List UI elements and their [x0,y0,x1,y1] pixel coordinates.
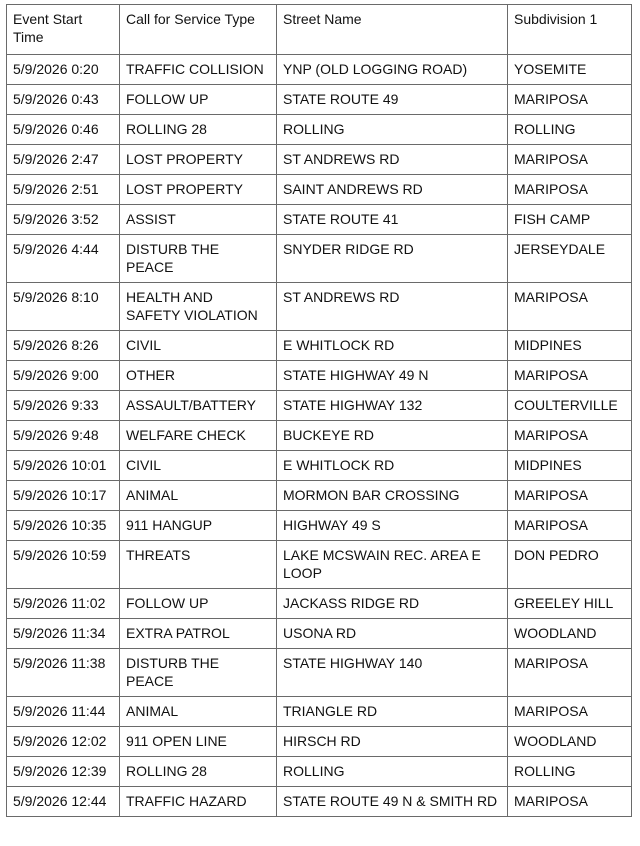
table-row [7,115,632,145]
event-start-time-cell: 5/9/2026 8:26 [7,331,120,361]
street-name-cell: HIGHWAY 49 S [277,511,508,541]
street-name-cell: STATE ROUTE 49 N & SMITH RD [277,787,508,817]
calls-for-service-table [6,4,632,817]
street-name-cell: STATE HIGHWAY 132 [277,391,508,421]
subdivision-cell: MARIPOSA [508,421,632,451]
call-type-cell: CIVIL [120,451,277,481]
call-type-cell: OTHER [120,361,277,391]
street-name-cell: LAKE MCSWAIN REC. AREA E LOOP [277,541,508,589]
street-name-cell: SNYDER RIDGE RD [277,235,508,283]
street-name-cell: TRIANGLE RD [277,697,508,727]
street-name-cell: ST ANDREWS RD [277,145,508,175]
call-type-cell: DISTURB THE PEACE [120,235,277,283]
table-row [7,205,632,235]
street-name-cell: STATE HIGHWAY 140 [277,649,508,697]
table-row [7,145,632,175]
table-row [7,619,632,649]
table-row [7,589,632,619]
street-name-cell: ST ANDREWS RD [277,283,508,331]
subdivision-cell: COULTERVILLE [508,391,632,421]
street-name-cell: ROLLING [277,115,508,145]
event-start-time-cell: 5/9/2026 12:44 [7,787,120,817]
call-type-cell: ASSAULT/BATTERY [120,391,277,421]
table-row [7,541,632,589]
event-start-time-cell: 5/9/2026 0:20 [7,55,120,85]
street-name-cell: STATE ROUTE 49 [277,85,508,115]
call-type-cell: TRAFFIC COLLISION [120,55,277,85]
subdivision-cell: WOODLAND [508,619,632,649]
subdivision-cell: MARIPOSA [508,697,632,727]
subdivision-cell: DON PEDRO [508,541,632,589]
event-start-time-cell: 5/9/2026 11:44 [7,697,120,727]
street-name-cell: E WHITLOCK RD [277,451,508,481]
call-type-cell: THREATS [120,541,277,589]
table-row [7,649,632,697]
subdivision-cell: MIDPINES [508,451,632,481]
event-start-time-cell: 5/9/2026 0:43 [7,85,120,115]
call-type-cell: DISTURB THE PEACE [120,649,277,697]
subdivision-cell: MARIPOSA [508,175,632,205]
event-start-time-cell: 5/9/2026 10:17 [7,481,120,511]
event-start-time-cell: 5/9/2026 12:02 [7,727,120,757]
event-start-time-cell: 5/9/2026 11:38 [7,649,120,697]
table-header-row [7,5,632,55]
table-row [7,697,632,727]
street-name-cell: HIRSCH RD [277,727,508,757]
event-start-time-cell: 5/9/2026 2:47 [7,145,120,175]
call-type-cell: ASSIST [120,205,277,235]
call-type-cell: WELFARE CHECK [120,421,277,451]
street-name-cell: ROLLING [277,757,508,787]
call-type-cell: FOLLOW UP [120,85,277,115]
subdivision-cell: MARIPOSA [508,787,632,817]
table-row [7,361,632,391]
subdivision-cell: FISH CAMP [508,205,632,235]
table-row [7,235,632,283]
table-row [7,391,632,421]
subdivision-cell: MARIPOSA [508,283,632,331]
call-log-container [6,4,632,817]
event-start-time-cell: 5/9/2026 8:10 [7,283,120,331]
street-name-cell: MORMON BAR CROSSING [277,481,508,511]
call-type-cell: ROLLING 28 [120,757,277,787]
subdivision-cell: MARIPOSA [508,85,632,115]
event-start-time-cell: 5/9/2026 11:02 [7,589,120,619]
header-subdivision: Subdivision 1 [508,5,632,55]
call-type-cell: ANIMAL [120,481,277,511]
call-type-cell: LOST PROPERTY [120,145,277,175]
call-type-cell: FOLLOW UP [120,589,277,619]
event-start-time-cell: 5/9/2026 9:33 [7,391,120,421]
street-name-cell: STATE ROUTE 41 [277,205,508,235]
call-type-cell: ANIMAL [120,697,277,727]
event-start-time-cell: 5/9/2026 0:46 [7,115,120,145]
table-row [7,331,632,361]
table-row [7,757,632,787]
street-name-cell: USONA RD [277,619,508,649]
table-row [7,481,632,511]
header-call-type: Call for Service Type [120,5,277,55]
event-start-time-cell: 5/9/2026 10:35 [7,511,120,541]
street-name-cell: E WHITLOCK RD [277,331,508,361]
call-type-cell: 911 HANGUP [120,511,277,541]
call-type-cell: HEALTH AND SAFETY VIOLATION [120,283,277,331]
table-row [7,451,632,481]
subdivision-cell: ROLLING [508,115,632,145]
subdivision-cell: ROLLING [508,757,632,787]
street-name-cell: JACKASS RIDGE RD [277,589,508,619]
street-name-cell: SAINT ANDREWS RD [277,175,508,205]
event-start-time-cell: 5/9/2026 9:48 [7,421,120,451]
call-type-cell: EXTRA PATROL [120,619,277,649]
street-name-cell: BUCKEYE RD [277,421,508,451]
event-start-time-cell: 5/9/2026 10:59 [7,541,120,589]
event-start-time-cell: 5/9/2026 3:52 [7,205,120,235]
call-type-cell: 911 OPEN LINE [120,727,277,757]
event-start-time-cell: 5/9/2026 2:51 [7,175,120,205]
subdivision-cell: MARIPOSA [508,511,632,541]
table-row [7,175,632,205]
call-type-cell: TRAFFIC HAZARD [120,787,277,817]
subdivision-cell: JERSEYDALE [508,235,632,283]
event-start-time-cell: 5/9/2026 12:39 [7,757,120,787]
table-row [7,421,632,451]
header-event-start-time: Event Start Time [7,5,120,55]
table-row [7,283,632,331]
subdivision-cell: WOODLAND [508,727,632,757]
subdivision-cell: MARIPOSA [508,649,632,697]
table-row [7,511,632,541]
street-name-cell: STATE HIGHWAY 49 N [277,361,508,391]
table-row [7,85,632,115]
subdivision-cell: MIDPINES [508,331,632,361]
header-street-name: Street Name [277,5,508,55]
table-row [7,787,632,817]
call-type-cell: LOST PROPERTY [120,175,277,205]
subdivision-cell: YOSEMITE [508,55,632,85]
subdivision-cell: MARIPOSA [508,481,632,511]
table-body [7,55,632,817]
event-start-time-cell: 5/9/2026 11:34 [7,619,120,649]
subdivision-cell: GREELEY HILL [508,589,632,619]
event-start-time-cell: 5/9/2026 4:44 [7,235,120,283]
call-type-cell: CIVIL [120,331,277,361]
table-row [7,727,632,757]
subdivision-cell: MARIPOSA [508,145,632,175]
street-name-cell: YNP (OLD LOGGING ROAD) [277,55,508,85]
subdivision-cell: MARIPOSA [508,361,632,391]
call-type-cell: ROLLING 28 [120,115,277,145]
event-start-time-cell: 5/9/2026 9:00 [7,361,120,391]
event-start-time-cell: 5/9/2026 10:01 [7,451,120,481]
table-row [7,55,632,85]
